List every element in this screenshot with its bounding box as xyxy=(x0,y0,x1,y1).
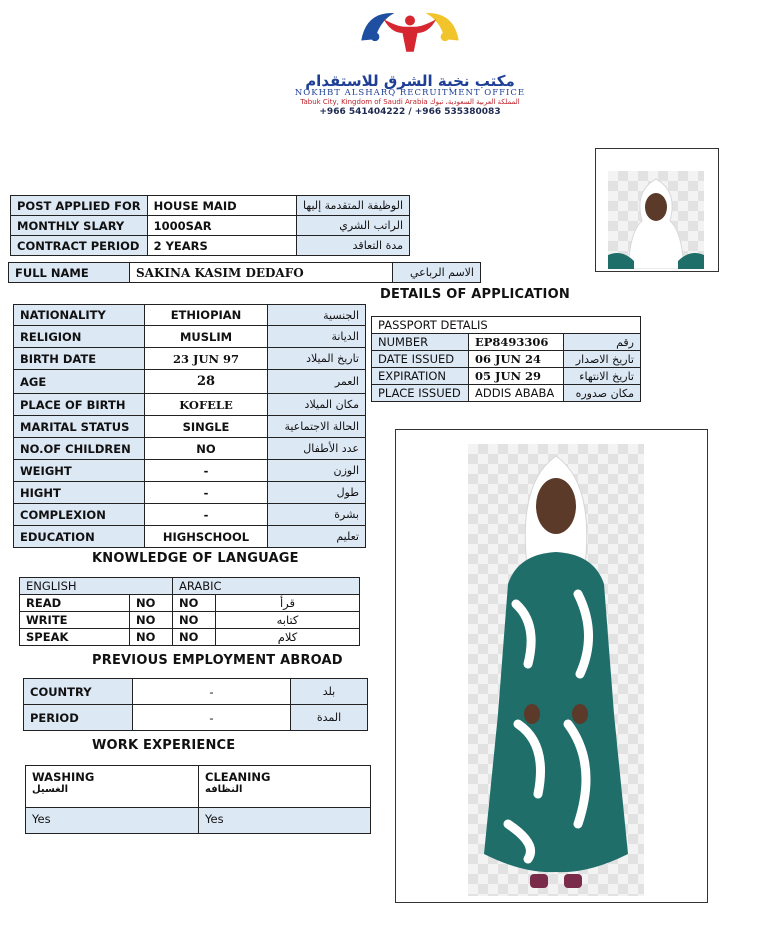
passport-row xyxy=(372,351,641,368)
detail-label-ar: تعليم xyxy=(268,526,366,548)
english-level: NO xyxy=(130,612,173,629)
detail-label-ar: طول xyxy=(268,482,366,504)
work-item-label: WASHING xyxy=(32,770,95,784)
office-phones: +966 541404222 / +966 535380083 xyxy=(319,107,501,117)
passport-value: 05 JUN 29 xyxy=(469,368,564,385)
language-skill: WRITE xyxy=(20,612,130,629)
work-table xyxy=(25,765,371,834)
employment-label: PERIOD xyxy=(24,705,133,731)
detail-label-ar: الحالة الاجتماعية xyxy=(268,416,366,438)
post-value: HOUSE MAID xyxy=(147,196,296,216)
full-name-value: SAKINA KASIM DEDAFO xyxy=(130,263,393,283)
contract-value: 2 YEARS xyxy=(147,236,296,256)
logo-blue-dot xyxy=(371,32,380,41)
detail-label-ar: مكان الميلاد xyxy=(268,394,366,416)
detail-label-ar: تاريخ الميلاد xyxy=(268,348,366,370)
language-row xyxy=(20,612,360,629)
language-row xyxy=(20,595,360,612)
detail-label: COMPLEXION xyxy=(14,504,145,526)
detail-value: - xyxy=(145,482,268,504)
detail-value: - xyxy=(145,504,268,526)
detail-value: NO xyxy=(145,438,268,460)
applicant-full-body-photo xyxy=(395,429,708,903)
employment-table xyxy=(23,678,368,731)
detail-label: BIRTH DATE xyxy=(14,348,145,370)
passport-label-ar: تاريخ الانتهاء xyxy=(564,368,641,385)
contract-label-ar: مدة التعاقد xyxy=(297,236,410,256)
english-level: NO xyxy=(130,595,173,612)
work-item-label-ar: الغسيل xyxy=(32,784,69,795)
arabic-level: NO xyxy=(173,612,216,629)
passport-label: DATE ISSUED xyxy=(372,351,469,368)
salary-value: 1000SAR xyxy=(147,216,296,236)
work-item-value: Yes xyxy=(26,808,199,834)
language-heading: KNOWLEDGE OF LANGUAGE xyxy=(92,551,299,566)
detail-row xyxy=(14,370,366,394)
passport-label-ar: مكان صدوره xyxy=(564,385,641,402)
detail-row xyxy=(14,526,366,548)
office-name-english: NOKHBT ALSHARQ RECRUITMENT OFFICE xyxy=(294,88,526,98)
language-table xyxy=(19,577,360,646)
detail-label: WEIGHT xyxy=(14,460,145,482)
passport-value: EP8493306 xyxy=(469,334,564,351)
detail-label: NATIONALITY xyxy=(14,305,145,326)
english-column-header: ENGLISH xyxy=(20,578,173,595)
office-name-arabic: مكتب نخبة الشرق للاستقدام xyxy=(305,72,515,90)
office-location: Tabuk City, Kingdom of Saudi Arabia المملكة العربية السعودية، تبوك xyxy=(300,98,520,106)
passport-label-ar: تاريخ الاصدار xyxy=(564,351,641,368)
salary-row xyxy=(11,216,410,236)
post-label: POST APPLIED FOR xyxy=(11,196,148,216)
work-item-washing xyxy=(26,766,199,808)
detail-label: NO.OF CHILDREN xyxy=(14,438,145,460)
logo-yellow-dot xyxy=(441,32,450,41)
work-header-row xyxy=(26,766,371,808)
detail-row xyxy=(14,326,366,348)
work-heading: WORK EXPERIENCE xyxy=(92,738,236,753)
passport-label: PLACE ISSUED xyxy=(372,385,469,402)
detail-label-ar: الديانة xyxy=(268,326,366,348)
detail-label: EDUCATION xyxy=(14,526,145,548)
english-level: NO xyxy=(130,629,173,646)
language-skill: READ xyxy=(20,595,130,612)
passport-value: ADDIS ABABA xyxy=(469,385,564,402)
detail-value: HIGHSCHOOL xyxy=(145,526,268,548)
work-value-row xyxy=(26,808,371,834)
detail-label: MARITAL STATUS xyxy=(14,416,145,438)
full-name-label: FULL NAME xyxy=(9,263,130,283)
post-table xyxy=(10,195,410,256)
employment-row xyxy=(24,705,368,731)
passport-label-ar: رقم xyxy=(564,334,641,351)
detail-row xyxy=(14,460,366,482)
passport-row xyxy=(372,334,641,351)
full-name-table xyxy=(8,262,481,283)
detail-value: 28 xyxy=(145,370,268,394)
detail-label: HIGHT xyxy=(14,482,145,504)
employment-value: - xyxy=(133,679,291,705)
contract-row xyxy=(11,236,410,256)
full-name-label-ar: الاسم الرباعي xyxy=(393,263,481,283)
detail-label-ar: بشرة xyxy=(268,504,366,526)
detail-value: MUSLIM xyxy=(145,326,268,348)
post-label-ar: الوظيفة المتقدمة إليها xyxy=(297,196,410,216)
detail-row xyxy=(14,438,366,460)
detail-row xyxy=(14,482,366,504)
detail-label-ar: الجنسية xyxy=(268,305,366,326)
arabic-level: NO xyxy=(173,629,216,646)
employment-label-ar: بلد xyxy=(291,679,368,705)
passport-title: PASSPORT DETALIS xyxy=(372,317,641,334)
salary-label-ar: الراتب الشري xyxy=(297,216,410,236)
work-item-value: Yes xyxy=(199,808,371,834)
passport-value: 06 JUN 24 xyxy=(469,351,564,368)
employment-row xyxy=(24,679,368,705)
personal-details-table xyxy=(13,304,366,548)
employment-heading: PREVIOUS EMPLOYMENT ABROAD xyxy=(92,653,343,668)
detail-value: KOFELE xyxy=(145,394,268,416)
detail-row xyxy=(14,305,366,326)
detail-value: ETHIOPIAN xyxy=(145,305,268,326)
salary-label: MONTHLY SLARY xyxy=(11,216,148,236)
full-name-row xyxy=(9,263,481,283)
language-header-row xyxy=(20,578,360,595)
passport-row xyxy=(372,385,641,402)
passport-title-row xyxy=(372,317,641,334)
post-row xyxy=(11,196,410,216)
details-heading: DETAILS OF APPLICATION xyxy=(380,287,570,302)
work-item-label-ar: النظافه xyxy=(205,784,243,795)
language-skill-ar: كلام xyxy=(216,629,360,646)
detail-value: SINGLE xyxy=(145,416,268,438)
office-logo xyxy=(250,8,570,78)
employment-label-ar: المدة xyxy=(291,705,368,731)
language-skill: SPEAK xyxy=(20,629,130,646)
detail-row xyxy=(14,394,366,416)
arabic-column-header: ARABIC xyxy=(173,578,360,595)
employment-label: COUNTRY xyxy=(24,679,133,705)
detail-value: 23 JUN 97 xyxy=(145,348,268,370)
detail-label: AGE xyxy=(14,370,145,394)
passport-table xyxy=(371,316,641,402)
passport-label: NUMBER xyxy=(372,334,469,351)
detail-label-ar: العمر xyxy=(268,370,366,394)
language-row xyxy=(20,629,360,646)
detail-label-ar: عدد الأطفال xyxy=(268,438,366,460)
logo-red-head xyxy=(405,16,415,26)
detail-value: - xyxy=(145,460,268,482)
detail-row xyxy=(14,348,366,370)
full-body-figure xyxy=(468,444,644,896)
detail-label: PLACE OF BIRTH xyxy=(14,394,145,416)
detail-label-ar: الوزن xyxy=(268,460,366,482)
work-item-cleaning xyxy=(199,766,371,808)
detail-row xyxy=(14,504,366,526)
language-skill-ar: قرأ xyxy=(216,595,360,612)
employment-value: - xyxy=(133,705,291,731)
detail-label: RELIGION xyxy=(14,326,145,348)
work-item-label: CLEANING xyxy=(205,770,271,784)
contract-label: CONTRACT PERIOD xyxy=(11,236,148,256)
portrait-figure xyxy=(608,171,704,269)
passport-label: EXPIRATION xyxy=(372,368,469,385)
applicant-portrait-photo xyxy=(595,148,719,272)
passport-row xyxy=(372,368,641,385)
detail-row xyxy=(14,416,366,438)
language-skill-ar: كتابه xyxy=(216,612,360,629)
arabic-level: NO xyxy=(173,595,216,612)
